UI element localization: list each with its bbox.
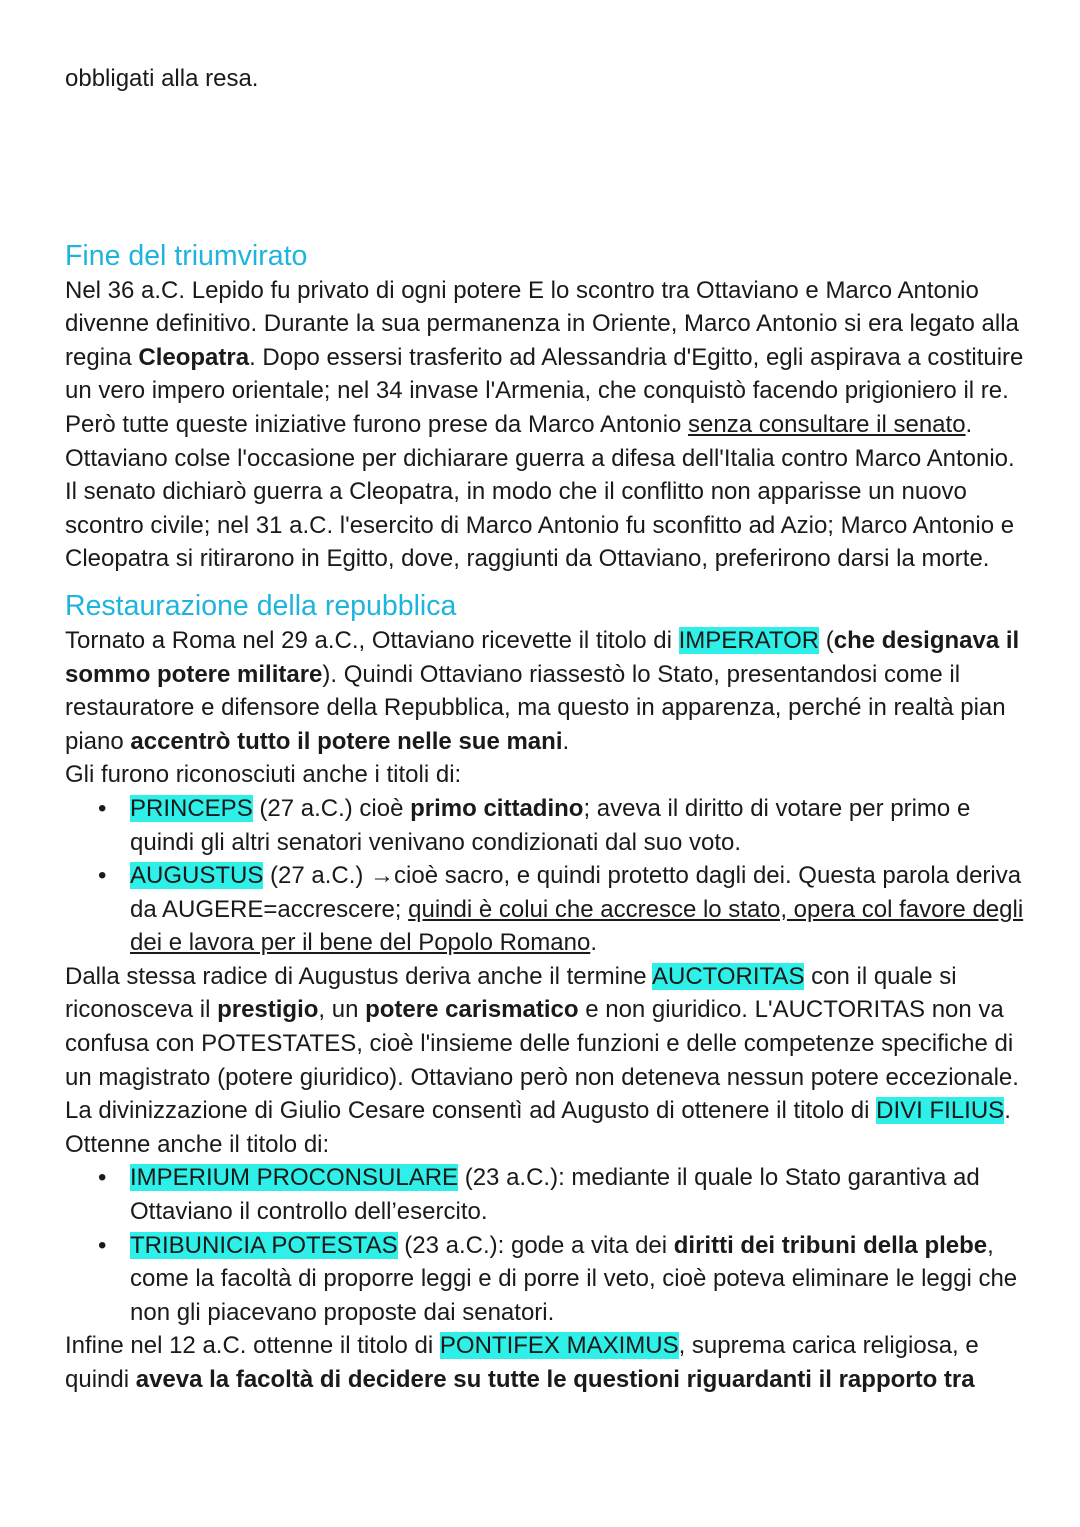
highlight-princeps: PRINCEPS [130,794,253,822]
list-item-augustus: • AUGUSTUS (27 a.C.) →cioè sacro, e quindi protetto dagli dei. Questa parola deriva da AUGERE=accrescere; quindi è colui che accresce lo stato, opera col favore degli dei e lavora per il bene del Popolo Romano. [130,859,1030,960]
bold-cleopatra: Cleopatra [138,343,250,371]
highlight-augustus: AUGUSTUS [130,862,264,890]
section-title-fine-triumvirato: Fine del triumvirato [65,239,308,272]
paragraph-auctoritas: Dalla stessa radice di Augustus deriva anche il termine AUCTORITAS con il quale si riconosceva il prestigio, un potere carismatico e non giuridico. L'AUCTORITAS non va confusa con POTESTATES, cioè l'insieme delle funzioni e delle competenze specifiche di un magistrato (potere giuridico). Ottaviano però non deteneva nessun potere eccezionale. La divinizzazione di Giulio Cesare consentì ad Augusto di ottenere il titolo di DIVI FILIUS. [65,962,1019,1125]
list-item-imperium: • IMPERIUM PROCONSULARE (23 a.C.): mediante il quale lo Stato garantiva ad Ottaviano il controllo dell’esercito. [130,1161,1030,1228]
highlight-pontifex-maximus: PONTIFEX MAXIMUS [439,1332,679,1360]
highlight-tribunicia-potestas: TRIBUNICIA POTESTAS [130,1231,398,1259]
highlight-imperium-proconsulare: IMPERIUM PROCONSULARE [130,1164,459,1192]
list-titoli [65,792,1030,960]
list-titoli-2 [65,1161,1030,1329]
paragraph-fine-triumvirato: Nel 36 a.C. Lepido fu privato di ogni potere E lo scontro tra Ottaviano e Marco Antonio divenne definitivo. Durante la sua permanenza in Oriente, Marco Antonio si era legato alla regina Cleopatra. Dopo essersi trasferito ad Alessandria d'Egitto, egli aspirava a costituire un vero impero orientale; nel 34 invase l'Armenia, che conquistò facendo prigioniero il re. Però tutte queste iniziative furono prese da Marco Antonio senza consultare il senato. Ottaviano colse l'occasione per dichiarare guerra a difesa dell'Italia contro Marco Antonio. Il senato dichiarò guerra a Cleopatra, in modo che il conflitto non apparisse un nuovo scontro civile; nel 31 a.C. l'esercito di Marco Antonio fu sconfitto ad Azio; Marco Antonio e Cleopatra si ritirarono in Egitto, dove, raggiunti da Ottaviano, preferirono darsi la morte. [65,276,1024,573]
highlight-imperator: IMPERATOR [678,626,820,654]
paragraph-imperator: Tornato a Roma nel 29 a.C., Ottaviano ricevette il titolo di IMPERATOR (che designava il sommo potere militare). Quindi Ottaviano riassestò lo Stato, presentandosi come il restauratore e difensore della Repubblica, ma questo in apparenza, perché in realtà pian piano accentrò tutto il potere nelle sue mani. [65,626,1020,755]
document-body [65,62,1030,1397]
top-line: obbligati alla resa. [65,65,259,92]
paragraph-pontifex: Infine nel 12 a.C. ottenne il titolo di PONTIFEX MAXIMUS, suprema carica religiosa, e quindi aveva la facoltà di decidere su tutte le questioni riguardanti il rapporto tra [65,1332,979,1393]
underlined-senza-consultare: senza consultare il senato [688,410,966,438]
list-item-princeps: • PRINCEPS (27 a.C.) cioè primo cittadino; aveva il diritto di votare per primo e quindi gli altri senatori venivano condizionati dal suo voto. [130,792,1030,859]
paragraph-ottenne-intro: Ottenne anche il titolo di: [65,1130,330,1158]
highlight-auctoritas: AUCTORITAS [651,962,805,990]
paragraph-titoli-intro: Gli furono riconosciuti anche i titoli di: [65,761,462,789]
section-title-restaurazione: Restaurazione della repubblica [65,589,457,622]
highlight-divi-filius: DIVI FILIUS [876,1097,1005,1125]
list-item-tribunicia: • TRIBUNICIA POTESTAS (23 a.C.): gode a vita dei diritti dei tribuni della plebe, come la facoltà di proporre leggi e di porre il veto, cioè poteva eliminare le leggi che non gli piacevano proposte dai senatori. [130,1229,1030,1330]
